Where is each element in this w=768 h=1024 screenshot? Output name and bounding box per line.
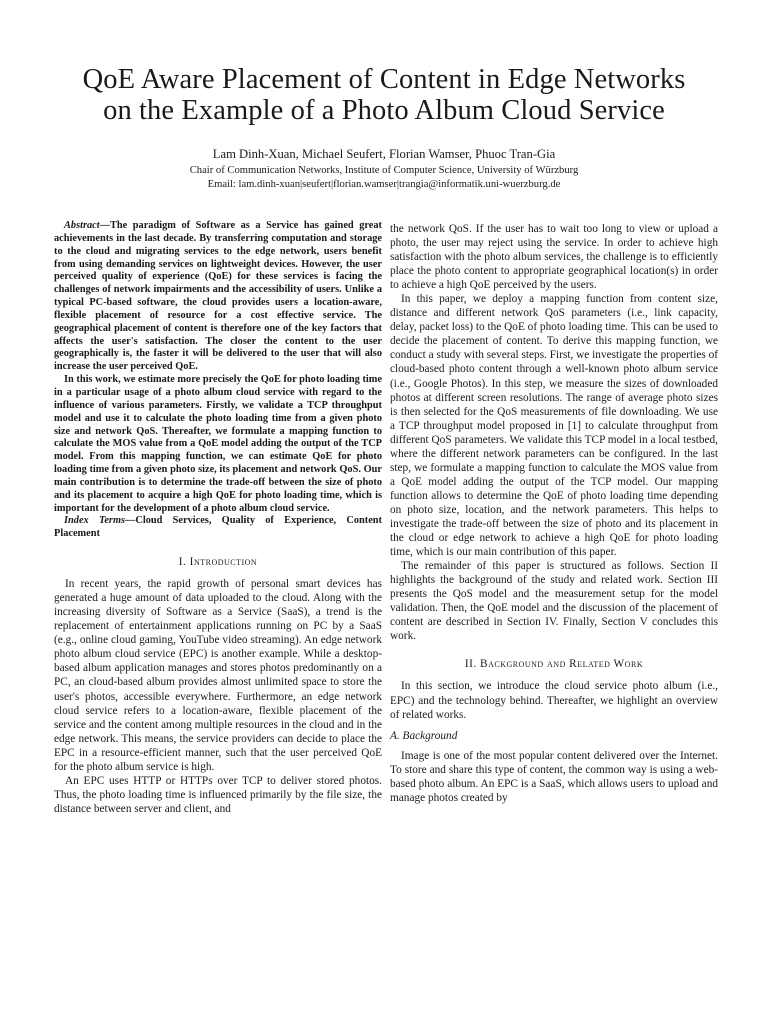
intro-paragraph-1: In recent years, the rapid growth of personal smart devices has generated a huge amount of data uploaded to the cloud. Along with the increasing diversity of Software as a Service (SaaS), a trend is the replacement of entertainment applications running on PC by a SaaS (e.g., online cloud gaming, YouTube video streaming). An edge network photo album cloud service (EPC) is another example. While a desktop-based album application manages and stores photos predominantly on a PC, an cloud-based album provides almost unlimited space to store the user's photos, accessible everywhere. Furthermore, an edge network cloud service refers to a location-aware, flexible placement of the service and the content among multiple resources in the cloud and in the edge network. This means, the service providers can decide to place the EPC in a resource-efficient manner, such that the user perceived QoE for the photo album service is high. — [54, 578, 382, 773]
paper-title-line-2: on the Example of a Photo Album Cloud Service — [103, 95, 665, 126]
abstract-label: Abstract — [64, 220, 100, 231]
author-email: Email: lam.dinh-xuan|seufert|florian.wamser|trangia@informatik.uni-wuerzburg.de — [207, 179, 561, 190]
intro-paragraph-2: An EPC uses HTTP or HTTPs over TCP to deliver stored photos. Thus, the photo loading time is influenced primarily by the file size, the distance between server and client, and — [54, 774, 382, 815]
abstract-paragraph-1 — [54, 220, 382, 374]
intro-paragraph-4: The remainder of this paper is structured as follows. Section II highlights the background of the study and related work. Section III presents the QoS model and the measurement setup for the model validation. Then, the QoE model and the discussion of the placement of content are described in Section IV. Finally, Section V concludes this work. — [390, 560, 718, 643]
left-column — [54, 220, 382, 816]
intro-paragraph-3: In this paper, we deploy a mapping function from content size, distance and different network QoS parameters (i.e., link capacity, delay, packet loss) to the QoE of photo loading time. This can be used to decide the placement of content. To derive this mapping function, we conduct a study with several steps. First, we investigate the properties of cloud-based photo content through a well-known photo album service (i.e., Google Photos). In this step, we measure the sizes of downloaded photos at different screen resolutions. The range of average photo sizes is then selected for the QoS measurements of file downloading. We use a TCP throughput model proposed in [1] to calculate throughput from different QoS parameters. We validate this TCP model in a local testbed, where the different network parameters can be configured. In the last step, we formulate a mapping function to calculate the MOS value from a QoE model adding the output of the TCP model. Our mapping function allows to determine the QoE of photo loading time depending on photo size, location, and the network parameters. This helps to investigate the trade-off between the size of photo and its placement in the cloud or edge network to achieve a high QoE for photo loading time, which is our main contribution of this paper. — [390, 293, 718, 559]
intro-paragraph-2-continued: the network QoS. If the user has to wait too long to view or upload a photo, the user may reject using the service. In order to achieve high satisfaction with the photo album services, the challenge is to efficiently place the photo content to appropriate geographical location(s) in order to achieve a high QoE perceived by the users. — [390, 223, 718, 292]
index-terms-label: Index Terms — [64, 515, 126, 527]
subsection-heading-background: A. Background — [390, 729, 458, 742]
index-terms-text: —Cloud Services, Quality of Experience, Content Placement — [54, 515, 383, 540]
paper-title-line-1: QoE Aware Placement of Content in Edge Networks — [82, 64, 686, 95]
right-column — [390, 222, 718, 805]
abstract-text-1: —The paradigm of Software as a Service has gained great achievements in the last decade. By transferring computation and storage to the cloud and migrating services to the edge network, users benefit from using demanding services on lightweight devices. However, the user perceived quality of experience (QoE) for these services is facing the challenges of network impairments and the accessibility of users. Unlike a typical PC-based software, the cloud provides users a location-aware, flexible placement of resource for a cost effective service. The geographical placement of content is therefore one of the key factors that affects the user's satisfaction. The closer the content to the user geographically is, the faster it will be delivered to the user that will also increase the user perceived QoE. — [54, 220, 382, 373]
affiliation-block — [40, 164, 728, 192]
author-list: Lam Dinh-Xuan, Michael Seufert, Florian Wamser, Phuoc Tran-Gia — [212, 147, 556, 161]
affiliation: Chair of Communication Networks, Institute of Computer Science, University of Würzburg — [189, 165, 579, 176]
index-terms — [54, 515, 382, 541]
paper-title — [40, 64, 728, 126]
background-paragraph-1: In this section, we introduce the cloud service photo album (i.e., EPC) and the technology behind. Thereafter, we highlight an overview of related works. — [390, 680, 718, 721]
section-heading-background: II. Background and Related Work — [464, 658, 644, 671]
background-paragraph-2: Image is one of the most popular content delivered over the Internet. To store and share this type of content, the common way is using a web-based photo album. An EPC is a SaaS, which allows users to upload and manage photos created by — [390, 749, 718, 804]
section-heading-introduction: I. Introduction — [178, 556, 258, 569]
abstract-paragraph-2: In this work, we estimate more precisely the QoE for photo loading time in a particular usage of a photo album cloud service with regard to the influence of various parameters. Firstly, we validate a TCP throughput model and use it to calculate the photo loading time from a given photo size and network QoS. Thereafter, we formulate a mapping function to calculate the MOS value from a QoE model adding the output of the TCP model. From this mapping function, we can estimate QoE for photo loading time from a given photo size, its placement and network QoS. Our main contribution is to determine the trade-off between the size of photo and its placement to acquire a high QoE for photo loading time, which is important for the development of a photo album cloud service. — [54, 374, 382, 514]
